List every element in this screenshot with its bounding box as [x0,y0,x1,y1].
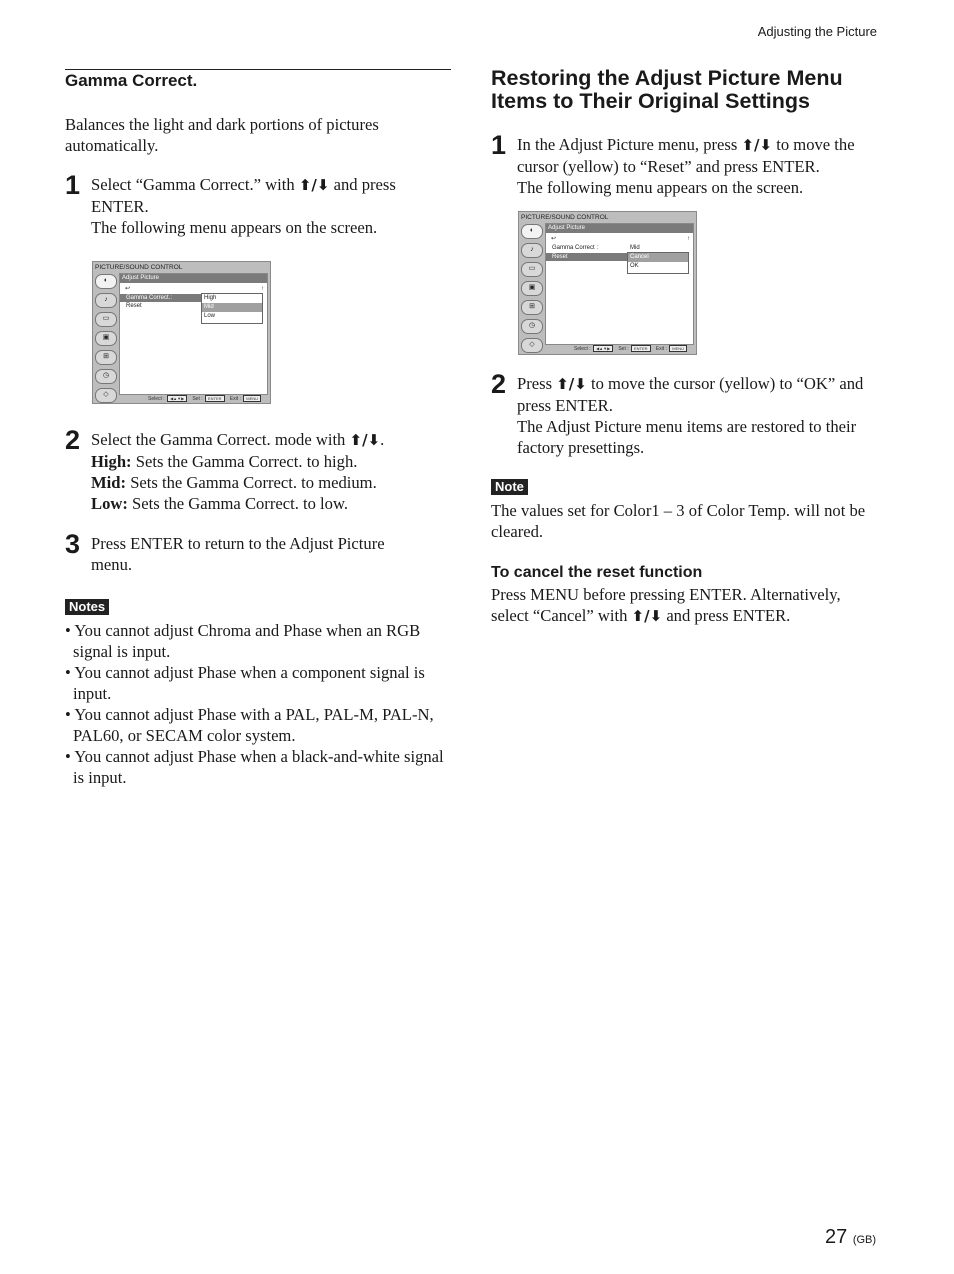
step-text-c: The Adjust Picture menu items are restored to their factory presettings. [517,417,857,457]
page-number-value: 27 [825,1226,848,1248]
screen-icon: ▭ [521,262,543,277]
note-badge: Note [491,479,528,495]
list-item: • You cannot adjust Phase when a component signal is input. [65,663,425,703]
menu-panel [119,273,268,395]
panel-title: Adjust Picture [120,274,267,283]
sound-icon: ♪ [95,293,117,308]
heading-rule [65,69,451,70]
step-text [517,134,879,198]
step-text-b: to move the cursor (yellow) to “Reset” and press ENTER. [517,135,855,176]
notes-badge: Notes [65,599,109,615]
setup-icon: ▣ [95,331,117,346]
up-arrow-icon: ↑ [261,286,264,292]
menu-item-gamma-correct: Gamma Correct.: [120,294,206,302]
reset-options-popup [627,252,689,274]
menu-item-gamma-value: Mid [630,245,640,251]
footer-exit-label: Exit : [655,346,667,352]
sound-icon: ♪ [521,243,543,258]
up-down-arrow-icon: ⬆/⬇ [349,431,381,449]
menu-icon-column [521,224,545,357]
return-icon: ↩ [125,286,131,292]
input-icon: ⊞ [521,300,543,315]
step-number: 3 [65,529,81,559]
menu-panel [545,223,694,345]
menu-key-icon: MENU [243,395,261,402]
menu-item-reset: Reset [126,303,142,309]
gamma-heading: Gamma Correct. [65,71,198,90]
input-icon: ⊞ [95,350,117,365]
cancel-text [491,584,879,627]
menu-item-reset: Reset [546,253,632,261]
page-number [825,1226,876,1249]
list-item: • You cannot adjust Phase when a black-and-white signal is input. [65,747,444,787]
step-text [517,373,879,458]
enter-key-icon: ENTER [205,395,225,402]
step-text: Press ENTER to return to the Adjust Picture menu. [91,534,385,574]
footer-exit-label: Exit : [229,396,241,402]
step-text-a: Select the Gamma Correct. mode with [91,430,346,449]
option-ok: OK [630,263,639,269]
option-cancel: Cancel [628,253,688,262]
step-text [91,174,451,238]
gamma-intro: Balances the light and dark portions of pictures automatically. [65,115,379,155]
option-high: High [204,295,217,301]
option-mid: Mid [202,303,262,312]
high-label: High: [91,452,132,471]
step-number: 1 [491,130,507,160]
low-label: Low: [91,494,128,513]
up-down-arrow-icon: ⬆/⬇ [298,176,330,194]
options-icon: ◇ [521,338,543,353]
picture-icon: ◐ [95,274,117,289]
gamma-options-popup [201,293,263,324]
note-text: The values set for Color1 – 3 of Color Temp. will not be cleared. [491,501,866,541]
notes-list [65,620,453,788]
up-down-arrow-icon: ⬆/⬇ [741,136,773,154]
footer-set-label: Set : [192,396,203,402]
options-icon: ◇ [95,388,117,403]
cancel-text-a: Press MENU before pressing ENTER. Alternatively, select “Cancel” with [491,585,841,625]
high-text: Sets the Gamma Correct. to high. [135,452,358,471]
reset-menu-screenshot [518,211,697,355]
menu-title: PICTURE/SOUND CONTROL [521,214,609,221]
step-number: 1 [65,170,81,200]
page-region: (GB) [852,1234,877,1246]
menu-icon-column [95,274,119,407]
mid-label: Mid: [91,473,127,492]
menu-key-icon: MENU [669,345,687,352]
screen-icon: ▭ [95,312,117,327]
step-text-a: In the Adjust Picture menu, press [517,135,738,154]
up-down-arrow-icon: ⬆/⬇ [556,375,587,393]
cancel-heading: To cancel the reset function [491,564,703,581]
footer-set-label: Set : [618,346,629,352]
setup-icon: ▣ [521,281,543,296]
enter-key-icon: ENTER [631,345,651,352]
footer-select-label: Select : [148,396,165,402]
list-item: • You cannot adjust Chroma and Phase when an RGB signal is input. [65,621,421,661]
step-text: Select the Gamma Correct. mode with ⬆/⬇. High: Sets the Gamma Correct. to high. Mid: Sets the Gamma Correct. to medium. Low: Sets the Gamma Correct. to low. [91,430,385,513]
step-number: 2 [65,425,81,455]
up-down-arrow-icon: ⬆/⬇ [631,607,663,625]
mid-text: Sets the Gamma Correct. to medium. [130,473,377,492]
step-text-c: The following menu appears on the screen. [91,218,378,237]
timer-icon: ◷ [521,319,543,334]
menu-footer [148,395,262,402]
nav-keys-icon: ◀▲▼▶ [593,345,613,352]
option-low: Low [204,313,216,319]
step-text-b: and press ENTER. [91,175,396,216]
step-text-c: The following menu appears on the screen. [517,178,804,197]
menu-footer [574,345,688,352]
panel-title: Adjust Picture [546,224,693,233]
section-title: Adjusting the Picture [757,24,877,39]
low-text: Sets the Gamma Correct. to low. [132,494,349,513]
return-icon: ↩ [551,236,557,242]
menu-item-gamma-correct: Gamma Correct : [552,245,599,251]
timer-icon: ◷ [95,369,117,384]
footer-select-label: Select : [574,346,591,352]
step-text-a: Press [517,374,553,393]
nav-keys-icon: ◀▲▼▶ [167,395,187,402]
up-arrow-icon: ↑ [687,236,690,242]
step-number: 2 [491,369,507,399]
restoring-heading: Restoring the Adjust Picture Menu Items to Their Original Settings [491,66,843,113]
menu-title: PICTURE/SOUND CONTROL [95,264,183,271]
list-item: • You cannot adjust Phase with a PAL, PAL-M, PAL-N, PAL60, or SECAM color system. [65,705,434,745]
cancel-text-b: and press ENTER. [666,606,791,625]
step-text-a: Select “Gamma Correct.” with [91,175,295,194]
gamma-menu-screenshot [92,261,271,404]
step-text-b: to move the cursor (yellow) to “OK” and press ENTER. [517,374,864,415]
picture-icon: ◐ [521,224,543,239]
